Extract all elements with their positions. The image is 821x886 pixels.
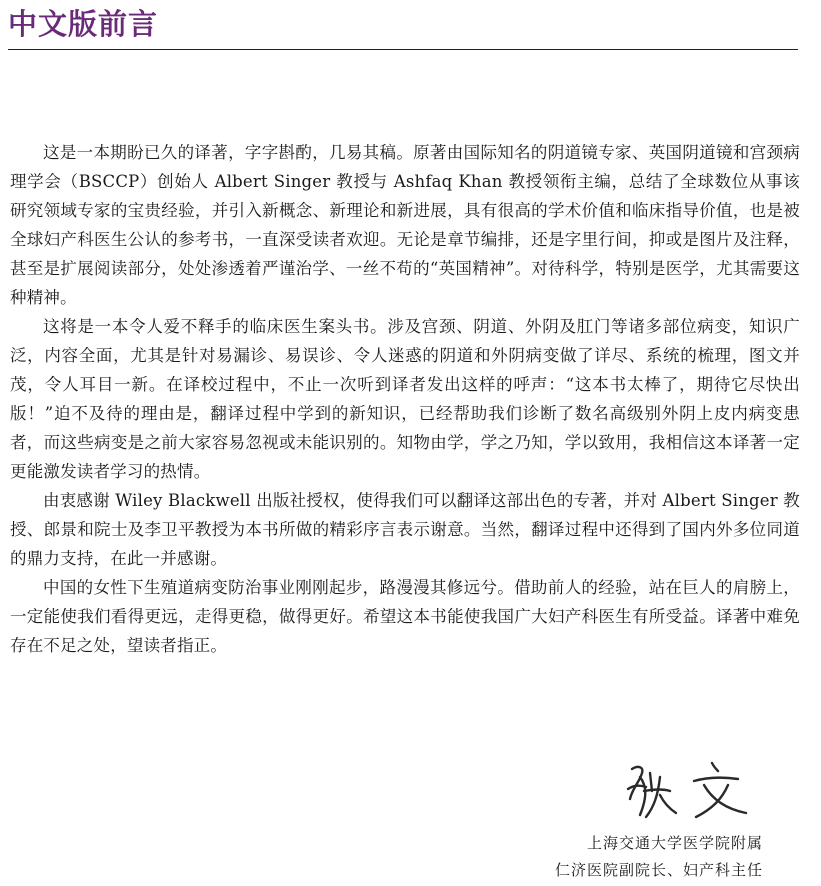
- page-title: 中文版前言: [8, 7, 159, 41]
- paragraph: 这将是一本令人爱不释手的临床医生案头书。涉及宫颈、阴道、外阴及肛门等诸多部位病变，知识广泛，内容全面，尤其是针对易漏诊、易误诊、令人迷惑的阴道和外阴病变做了详尽、系统的梳理，图文并茂，令人耳目一新。在译校过程中，不止一次听到译者发出这样的呼声：“这本书太棒了，期待它尽快出版！”迫不及待的理由是，翻译过程中学到的新知识，已经帮助我们诊断了数名高级别外阴上皮内病变患者，而这些病变是之前大家容易忽视或未能识别的。知物由学，学之乃知，学以致用，我相信这本译著一定更能激发读者学习的热情。: [10, 317, 800, 481]
- paragraph: 由衷感谢 Wiley Blackwell 出版社授权，使得我们可以翻译这部出色的专著，并对 Albert Singer 教授、郎景和院士及李卫平教授为本书所做的精彩序言表示谢意。当然，翻译过程中还得到了国内外多位同道的鼎力支持，在此一并感谢。: [10, 491, 800, 568]
- paragraph: 这是一本期盼已久的译著，字字斟酌，几易其稿。原著由国际知名的阴道镜专家、英国阴道镜和宫颈病理学会（BSCCP）创始人 Albert Singer 教授与 Ashfaq Khan 教授领衔主编，总结了全球数位从事该研究领域专家的宝贵经验，并引入新概念、新理论和新进展，具有很高的学术价值和临床指导价值，也是被全球妇产科医生公认的参考书，一直深受读者欢迎。无论是章节编排，还是字里行间，抑或是图片及注释，甚至是扩展阅读部分，处处渗透着严谨治学、一丝不苟的“英国精神”。对待科学，特别是医学，尤其需要这种精神。: [10, 143, 800, 307]
- paragraph: 中国的女性下生殖道病变防治事业刚刚起步，路漫漫其修远兮。借助前人的经验，站在巨人的肩膀上，一定能使我们看得更远，走得更稳，做得更好。希望这本书能使我国广大妇产科医生有所受益。译著中难免存在不足之处，望读者指正。: [10, 578, 800, 655]
- signature-drawing: [620, 755, 760, 825]
- preface-body: [10, 138, 800, 660]
- affiliation-line: 上海交通大学医学院附属: [586, 834, 763, 852]
- title-divider: [8, 49, 798, 50]
- handwritten-signature: [620, 755, 760, 825]
- affiliation-title-line: 仁济医院副院长、妇产科主任: [554, 861, 763, 879]
